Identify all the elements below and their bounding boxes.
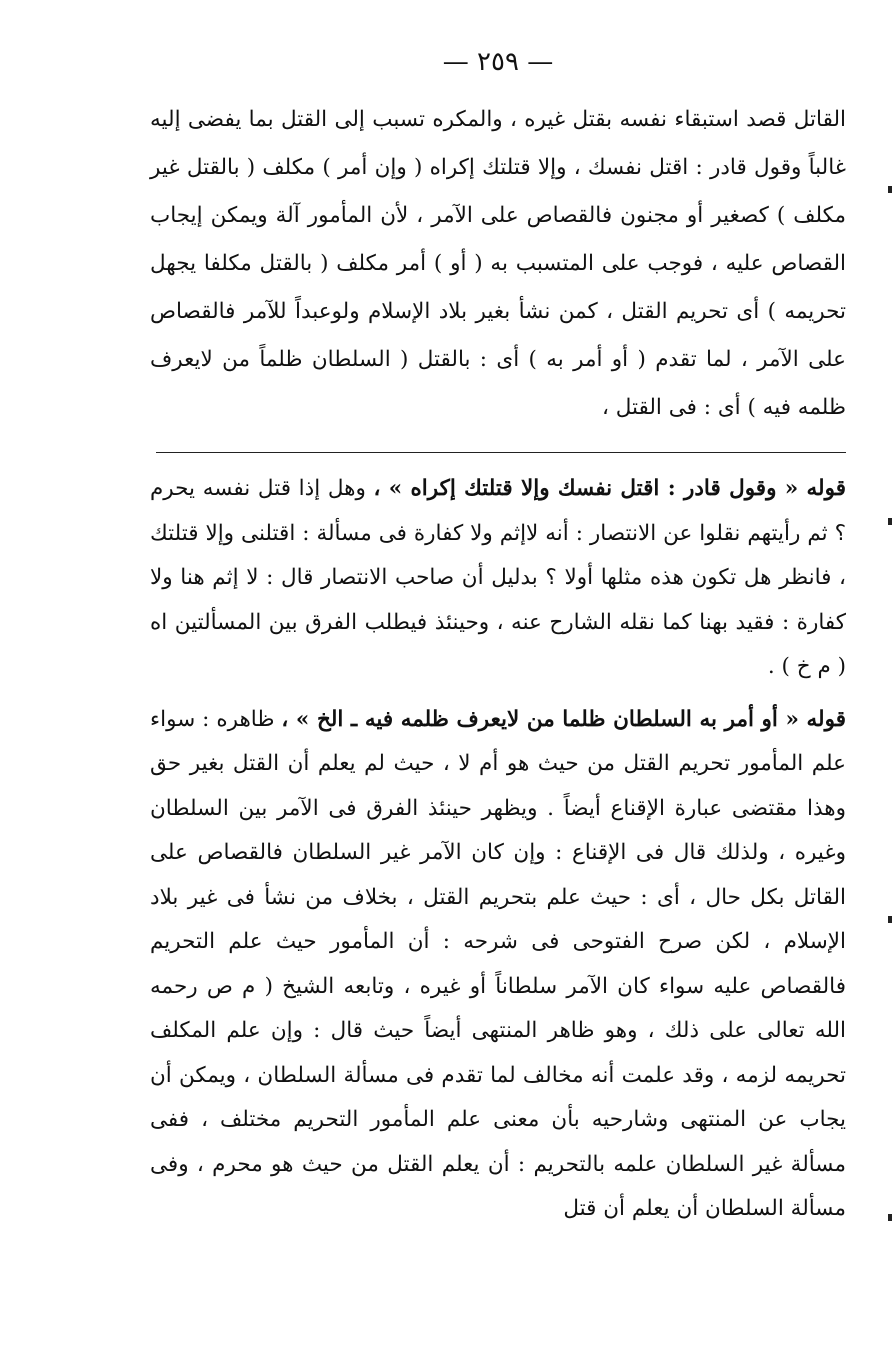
- commentary-paragraph-1: [150, 467, 846, 690]
- scan-edge-mark: [888, 1214, 892, 1221]
- commentary-text-1: وهل إذا قتل نفسه يحرم ؟ ثم رأيتهم نقلوا عن الانتصار : أنه لاإثم ولا كفارة فى مسألة : اقتلنى وإلا قتلتك ، فانظر هل تكون هذه مثلها أولا ؟ بدليل أن صاحب الانتصار قال : لا إثم هنا ولا كفارة : فقيد بهنا كما نقله الشارح عنه ، وحينئذ فيطلب الفرق بين المسألتين اه ( م خ ) .: [150, 476, 846, 679]
- scan-edge-mark: [888, 518, 892, 525]
- commentary-lead-1: قوله « وقول قادر : اقتل نفسك وإلا قتلتك إكراه » ،: [373, 476, 846, 501]
- main-text-paragraph: القاتل قصد استبقاء نفسه بقتل غيره ، والمكره تسبب إلى القتل بما يفضى إليه غالباً وقول قادر : اقتل نفسك ، وإلا قتلتك إكراه ( وإن أمر ) مكلف ( بالقتل غير مكلف ) كصغير أو مجنون فالقصاص على الآمر ، لأن المأمور آلة ويمكن إيجاب القصاص عليه ، فوجب على المتسبب به ( أو ) أمر مكلف ( بالقتل مكلفا يجهل تحريمه ) أى تحريم القتل ، كمن نشأ بغير بلاد الإسلام ولوعبداً للآمر فالقصاص على الآمر ، لما تقدم ( أو أمر به ) أى : بالقتل ( السلطان ظلماً من لايعرف ظلمه فيه ) أى : فى القتل ،: [150, 107, 846, 420]
- commentary-paragraph-2: [150, 698, 846, 1232]
- main-text-block: [150, 96, 846, 432]
- document-page: [150, 42, 846, 1232]
- page-number: — ٢٥٩ —: [442, 47, 554, 77]
- commentary-text-2: ظاهره : سواء علم المأمور تحريم القتل من حيث هو أم لا ، حيث لم يعلم أن القتل بغير حق وهذا مقتضى عبارة الإقناع أيضاً . ويظهر حينئذ الفرق فى الآمر بين السلطان وغيره ، ولذلك قال فى الإقناع : وإن كان الآمر غير السلطان فالقصاص على القاتل بكل حال ، أى : حيث علم بتحريم القتل ، بخلاف من نشأ فى غير بلاد الإسلام ، لكن صرح الفتوحى فى شرحه : أن المأمور حيث علم التحريم فالقصاص عليه سواء كان الآمر سلطاناً أو غيره ، وتابعه الشيخ ( م ص رحمه الله تعالى على ذلك ، وهو ظاهر المنتهى أيضاً حيث قال : وإن علم المكلف تحريمه لزمه ، وقد علمت أنه مخالف لما تقدم فى مسألة السلطان ، ويمكن أن يجاب عن المنتهى وشارحيه بأن معنى علم المأمور التحريم مختلف ، ففى مسألة غير السلطان علمه بالتحريم : أن يعلم القتل من حيث هو محرم ، وفى مسألة السلطان أن يعلم أن قتل: [150, 706, 846, 1221]
- scan-edge-mark: [888, 916, 892, 923]
- commentary-block: [150, 467, 846, 1232]
- footnote-divider: [156, 452, 846, 453]
- scan-edge-mark: [888, 186, 892, 193]
- commentary-lead-2: قوله « أو أمر به السلطان ظلما من لايعرف ظلمه فيه ـ الخ » ،: [281, 706, 846, 732]
